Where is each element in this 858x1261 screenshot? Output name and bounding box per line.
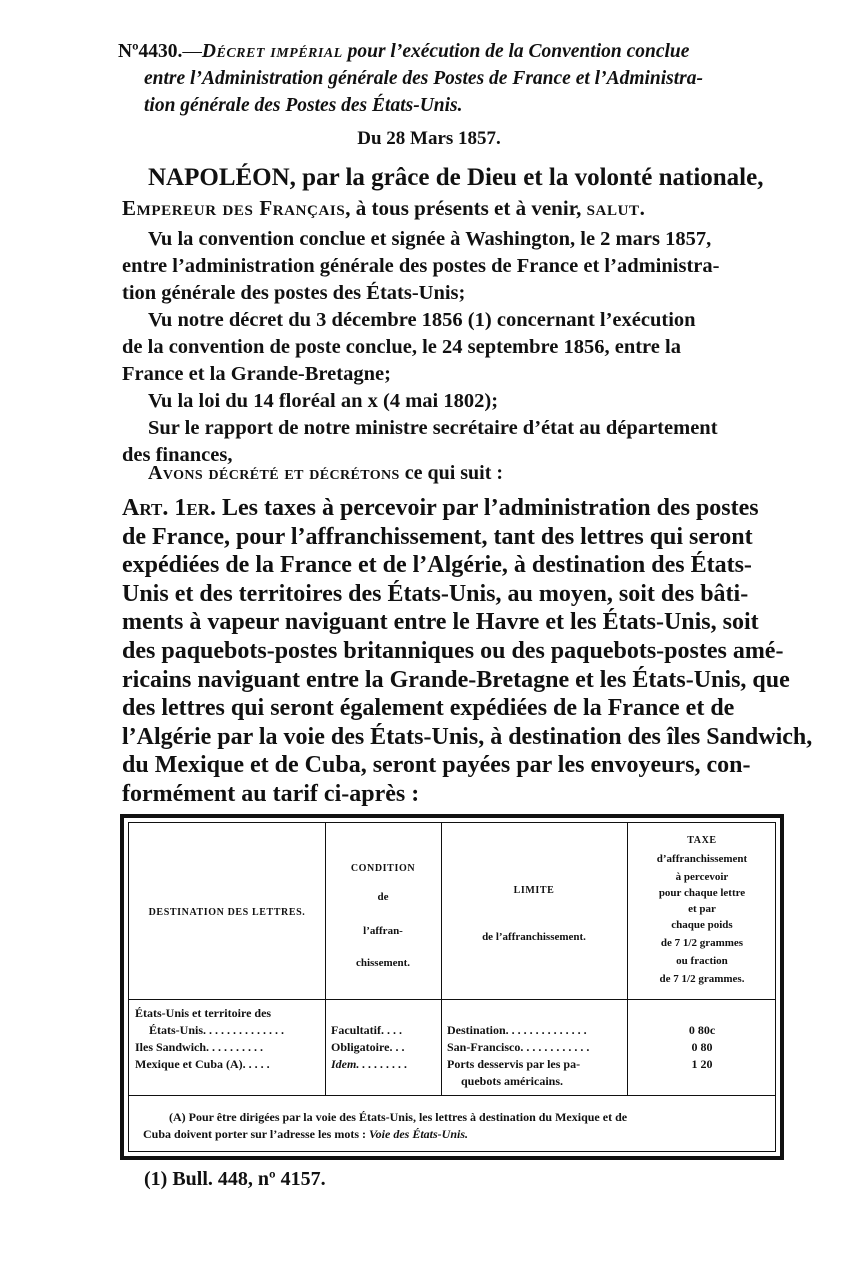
considerant-line: tion générale des postes des États-Unis; [122, 282, 466, 304]
considerant-line: des finances, [122, 444, 233, 466]
article-line: des paquebots-postes britanniques ou des paquebots-postes amé- [122, 637, 784, 664]
emperor-rest: , à tous présents et à venir, [345, 196, 587, 220]
row-limite: Ports desservis par les pa- [447, 1057, 581, 1071]
table-note-route: Voie des États-Unis. [369, 1127, 469, 1141]
article-line: Unis et des territoires des États-Unis, au moyen, soit des bâti- [122, 580, 749, 607]
article-text: Les taxes à percevoir par l’administration des postes [215, 495, 759, 521]
avons-label: Avons décrété et décrétons [148, 462, 400, 484]
header-taxe-2: d’affranchissement [656, 853, 748, 865]
article-line: du Mexique et de Cuba, seront payées par les envoyeurs, con- [122, 752, 751, 779]
avons-decrete [148, 462, 503, 485]
footnote: (1) Bull. 448, nº 4157. [144, 1168, 326, 1190]
header-taxe-3: à percevoir [675, 871, 729, 883]
column-divider [441, 823, 442, 1095]
decree-title-line-1: pour l’exécution de la Convention conclue [342, 41, 690, 62]
article-line: des lettres qui seront également expédiées de la France et de [122, 695, 735, 722]
row-destination: Iles Sandwich. . . . . . . . . . [135, 1040, 264, 1054]
decree-number: Nº4430. [118, 41, 183, 62]
row-limite: San-Francisco. . . . . . . . . . . . [447, 1040, 590, 1054]
header-taxe-9: de 7 1/2 grammes. [659, 973, 745, 985]
considerant-line: Sur le rapport de notre ministre secrétaire d’état au département [148, 417, 718, 439]
header-condition-1: CONDITION [350, 863, 416, 874]
article-label: Art. 1er. [122, 495, 216, 521]
considerant-line: Vu la convention conclue et signée à Washington, le 2 mars 1857, [148, 228, 712, 250]
article-line: l’Algérie par la voie des États-Unis, à destination des îles Sandwich, [122, 723, 813, 750]
header-condition-4: chissement. [355, 957, 411, 969]
row-destination: États-Unis. . . . . . . . . . . . . . [149, 1023, 285, 1037]
considerant-line: entre l’administration générale des postes de France et l’administra- [122, 255, 720, 277]
article-1 [122, 494, 822, 809]
table-note-text: Cuba doivent porter sur l’adresse les mots : [143, 1127, 369, 1141]
row-taxe: 0 80 [691, 1040, 713, 1054]
table-note [143, 1109, 763, 1143]
row-limite: quebots américains. [461, 1074, 563, 1088]
decree-label: Décret impérial [201, 41, 343, 62]
article-line: ricains naviguant entre la Grande-Bretagne et les États-Unis, que [122, 666, 790, 693]
row-destination: Mexique et Cuba (A). . . . . [135, 1057, 270, 1071]
row-limite: Destination. . . . . . . . . . . . . . [447, 1023, 587, 1037]
header-limite-1: LIMITE [513, 885, 555, 896]
article-line: de France, pour l’affranchissement, tant des lettres qui seront [122, 523, 753, 550]
salut: salut. [586, 196, 646, 220]
header-divider [129, 999, 775, 1000]
header-destination: DESTINATION DES LETTRES. [148, 907, 306, 918]
row-condition: Obligatoire. . . [331, 1040, 405, 1054]
considerants [122, 226, 812, 469]
emperor-title: Empereur des Français [122, 196, 346, 220]
header-taxe-1: TAXE [687, 835, 717, 846]
article-line: formément au tarif ci-après : [122, 780, 420, 807]
header-taxe-8: ou fraction [676, 955, 728, 967]
header-dash: — [182, 41, 202, 62]
tariff-table-inner [128, 822, 776, 1152]
table-note-line-2 [143, 1126, 763, 1143]
row-taxe: 0 80c [688, 1023, 716, 1037]
header-condition-2: de [377, 891, 389, 903]
row-destination: États-Unis et territoire des [135, 1006, 272, 1020]
article-line: ments à vapeur naviguant entre le Havre et les États-Unis, soit [122, 609, 759, 636]
considerant-line: Vu la loi du 14 floréal an x (4 mai 1802); [148, 390, 499, 412]
decree-header [118, 38, 818, 119]
decree-title-line-3: tion générale des Postes des États-Unis. [144, 95, 463, 116]
napoleon-line: NAPOLÉON, par la grâce de Dieu et la volonté nationale, [148, 164, 764, 191]
note-divider [129, 1095, 775, 1096]
article-line: expédiées de la France et de l’Algérie, à destination des États- [122, 552, 752, 579]
header-condition-3: l’affran- [363, 925, 403, 937]
decree-title-line-2: entre l’Administration générale des Postes de France et l’Administra- [144, 68, 704, 89]
decree-date: Du 28 Mars 1857. [357, 128, 501, 149]
row-taxe: 1 20 [691, 1057, 713, 1071]
emperor-line [122, 196, 645, 221]
header-taxe-5: et par [688, 903, 716, 915]
header-limite-2: de l’affranchissement. [482, 931, 586, 943]
considerant-line: de la convention de poste conclue, le 24 septembre 1856, entre la [122, 336, 681, 358]
header-taxe-7: de 7 1/2 grammes [660, 937, 744, 949]
row-condition: Idem. . . . . . . . . [331, 1057, 408, 1071]
table-note-line-1: (A) Pour être dirigées par la voie des États-Unis, les lettres à destination du Mexique et de [169, 1110, 628, 1124]
row-condition: Facultatif. . . . [331, 1023, 402, 1037]
considerant-line: France et la Grande-Bretagne; [122, 363, 391, 385]
tariff-table [120, 814, 784, 1160]
header-taxe-6: chaque poids [671, 919, 733, 931]
avons-rest: ce qui suit : [399, 462, 504, 484]
considerant-line: Vu notre décret du 3 décembre 1856 (1) concernant l’exécution [148, 309, 696, 331]
article-line [122, 494, 822, 523]
header-taxe-4: pour chaque lettre [658, 887, 746, 899]
